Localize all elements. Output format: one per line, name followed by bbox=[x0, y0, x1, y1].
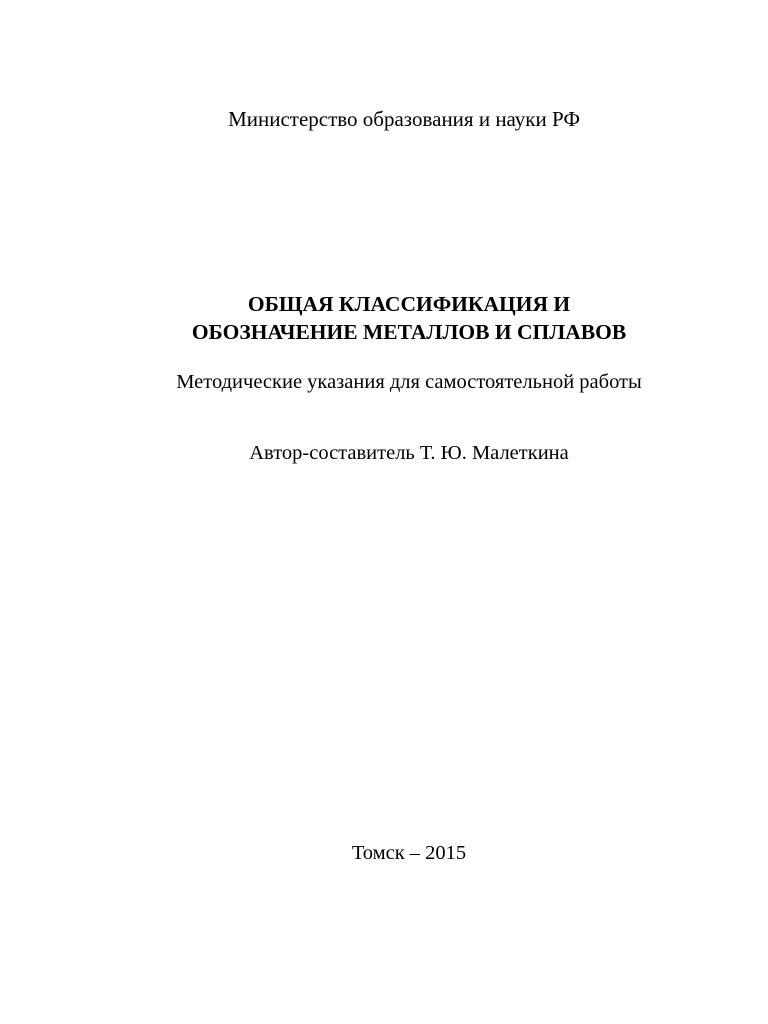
author-line: Автор-составитель Т. Ю. Малеткина bbox=[249, 442, 569, 464]
document-title-line-1: ОБЩАЯ КЛАССИФИКАЦИЯ И bbox=[247, 292, 571, 316]
city-year: Томск – 2015 bbox=[351, 842, 467, 864]
document-title-line-2: ОБОЗНАЧЕНИЕ МЕТАЛЛОВ И СПЛАВОВ bbox=[191, 320, 627, 344]
document-title bbox=[0, 290, 768, 346]
ministry-name: Министерство образования и науки РФ bbox=[228, 107, 580, 131]
document-subtitle: Методические указания для самостоятельной работы bbox=[176, 371, 642, 393]
